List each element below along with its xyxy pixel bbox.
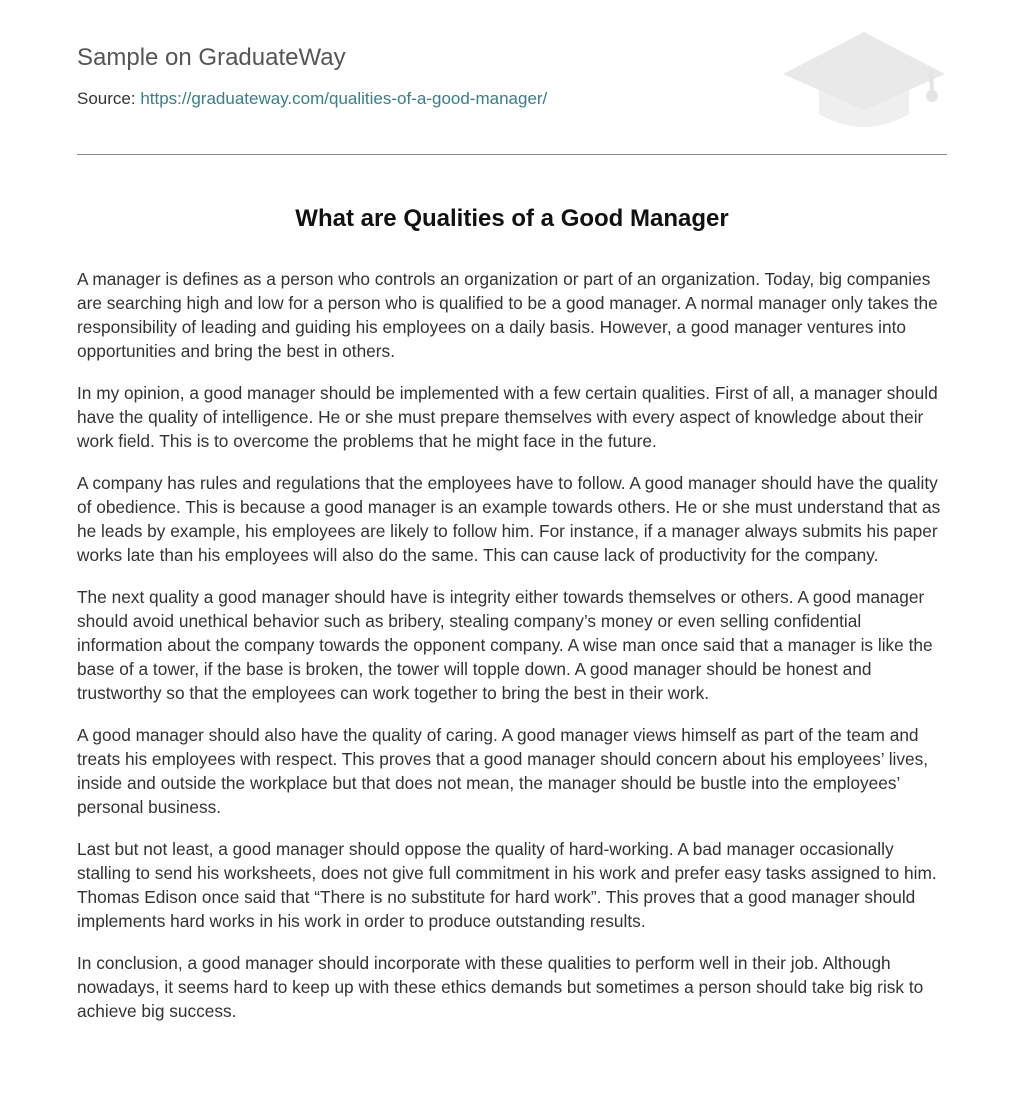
article-paragraph: The next quality a good manager should have is integrity either towards themselves or others. A good manager should avoid unethical behavior such as bribery, stealing company’s money or even selling confidential information about the company towards the opponent company. A wise man once said that a manager is like the base of a tower, if the base is broken, the tower will topple down. A good manager should be honest and trustworthy so that the employees can work together to bring the best in their work. — [77, 587, 933, 703]
source-link[interactable]: https://graduateway.com/qualities-of-a-good-manager/ — [140, 89, 548, 108]
source-line — [77, 89, 547, 109]
article-paragraph: A company has rules and regulations that the employees have to follow. A good manager should have the quality of obedience. This is because a good manager is an example towards others. He or she must understand that as he leads by example, his employees are likely to follow him. For instance, if a manager always submits his paper works late than his employees will also do the same. This can cause lack of productivity for the company. — [77, 473, 941, 565]
article-body — [77, 267, 947, 1041]
source-label: Source: — [77, 89, 136, 108]
article-paragraph: In my opinion, a good manager should be implemented with a few certain qualities. First of all, a manager should have the quality of intelligence. He or she must prepare themselves with every aspect of knowledge about their work field. This is to overcome the problems that he might face in the future. — [77, 383, 938, 451]
article-title: What are Qualities of a Good Manager — [295, 205, 729, 232]
article-paragraph: In conclusion, a good manager should incorporate with these qualities to perform well in their job. Although nowadays, it seems hard to keep up with these ethics demands but sometimes a person should take big risk to achieve big success. — [77, 953, 924, 1021]
site-title: Sample on GraduateWay — [77, 44, 346, 71]
article-paragraph: A good manager should also have the quality of caring. A good manager views himself as part of the team and treats his employees with respect. This proves that a good manager should concern about his employees’ lives, inside and outside the workplace but that does not mean, the manager should be bustle into the employees’ personal business. — [77, 725, 929, 817]
header-divider — [77, 154, 947, 155]
graduation-cap-icon — [781, 28, 947, 134]
article-paragraph: Last but not least, a good manager should oppose the quality of hard-working. A bad manager occasionally stalling to send his worksheets, does not give full commitment in his work and prefer easy tasks assigned to him. Thomas Edison once said that “There is no substitute for hard work”. This proves that a good manager should implements hard works in his work in order to produce outstanding results. — [77, 839, 937, 931]
article-paragraph: A manager is defines as a person who controls an organization or part of an organization. Today, big companies are searching high and low for a person who is qualified to be a good manager. A normal manager only takes the responsibility of leading and guiding his employees on a daily basis. However, a good manager ventures into opportunities and bring the best in others. — [77, 269, 938, 361]
